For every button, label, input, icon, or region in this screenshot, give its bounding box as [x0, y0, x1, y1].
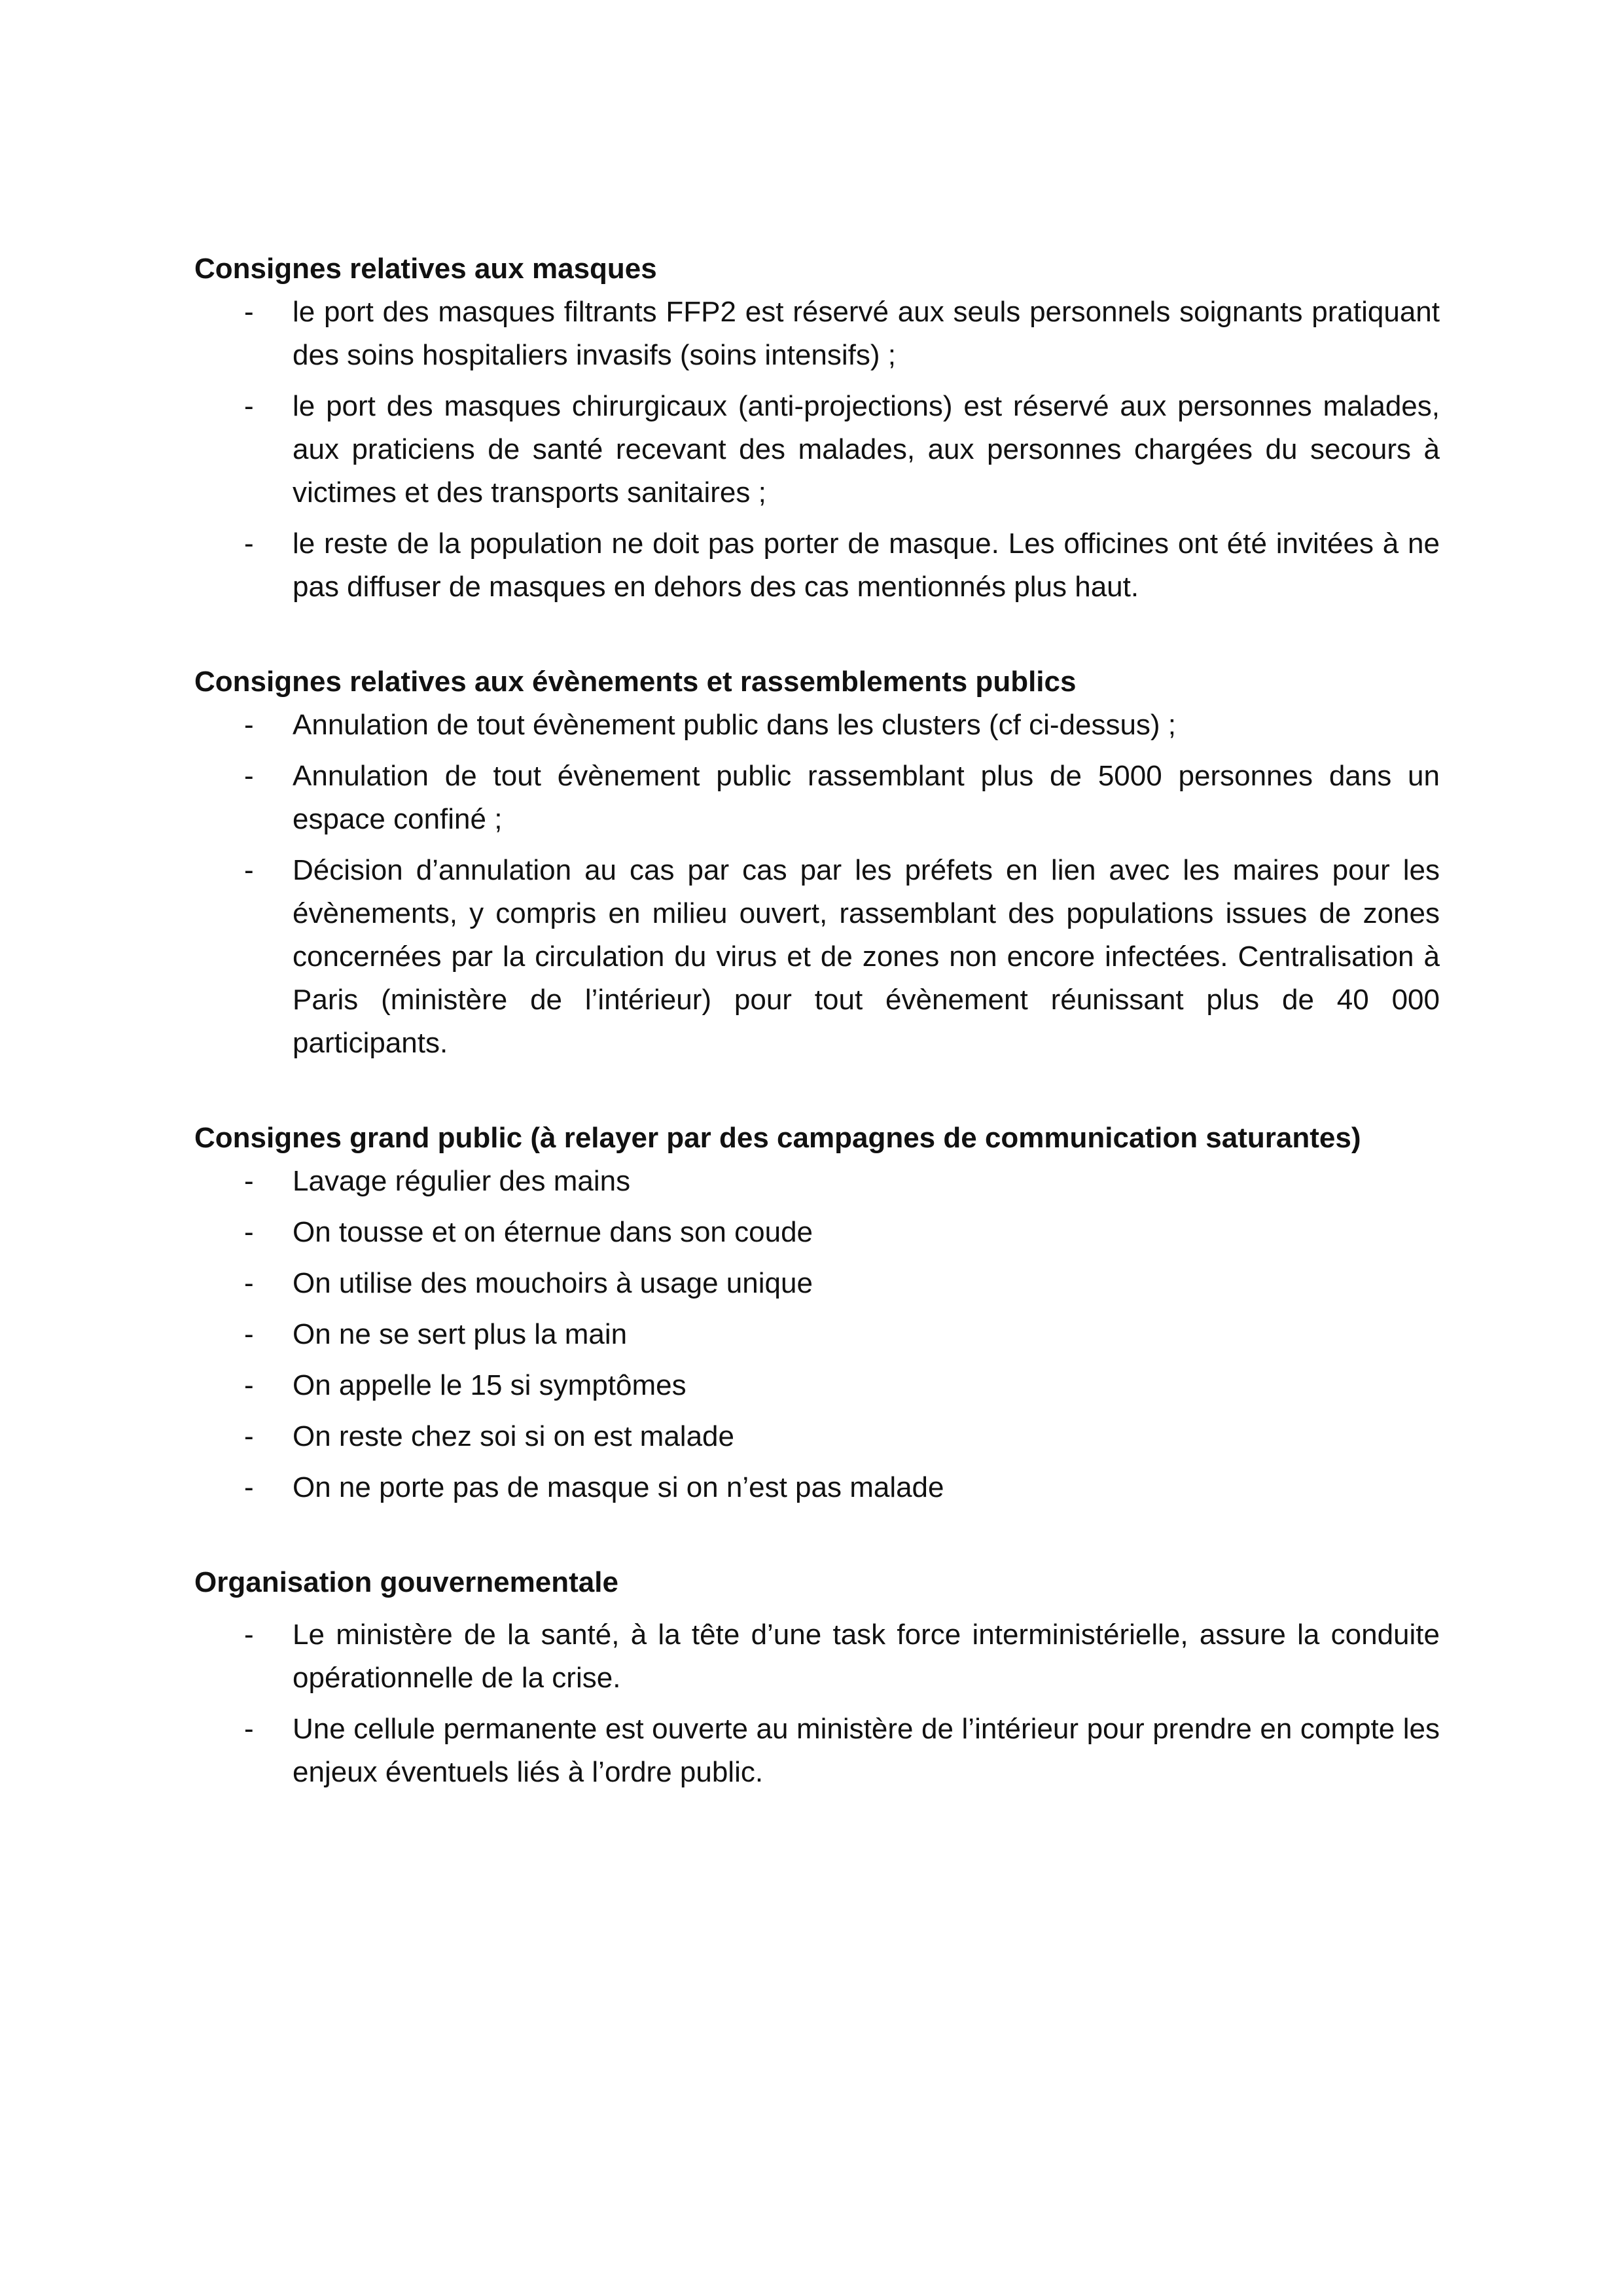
bullet-dash: -	[244, 1165, 254, 1197]
list-item-text: On tousse et on éternue dans son coude	[293, 1216, 813, 1248]
list-item	[194, 522, 1440, 609]
list-item	[194, 1364, 1440, 1407]
list-item-text: Le ministère de la santé, à la tête d’une task force interministérielle, assure la conduite opérationnelle de la crise.	[293, 1619, 1440, 1694]
bullet-dash: -	[244, 528, 254, 560]
bullet-dash: -	[244, 1369, 254, 1401]
list-item	[194, 291, 1440, 377]
section-evenements	[194, 660, 1440, 1065]
list-item-text: Lavage régulier des mains	[293, 1165, 631, 1197]
bullet-dash: -	[244, 1420, 254, 1452]
list-item-text: Annulation de tout évènement public rassemblant plus de 5000 personnes dans un espace confiné ;	[293, 760, 1440, 835]
list-item-text: On ne se sert plus la main	[293, 1318, 628, 1350]
list-item	[194, 1415, 1440, 1458]
section-organisation	[194, 1561, 1440, 1794]
bullet-list	[194, 1160, 1440, 1509]
list-item	[194, 1708, 1440, 1794]
list-item-text: le port des masques filtrants FFP2 est réservé aux seuls personnels soignants pratiquant des soins hospitaliers invasifs (soins intensifs) ;	[293, 296, 1440, 371]
section-heading: Organisation gouvernementale	[194, 1566, 618, 1598]
bullet-dash: -	[244, 709, 254, 741]
list-item-text: le port des masques chirurgicaux (anti-projections) est réservé aux personnes malades, aux praticiens de santé recevant des malades, aux personnes chargées du secours à victimes et des transports sanitaires ;	[293, 390, 1440, 509]
bullet-dash: -	[244, 296, 254, 328]
bullet-dash: -	[244, 1318, 254, 1350]
list-item-text: On appelle le 15 si symptômes	[293, 1369, 687, 1401]
bullet-dash: -	[244, 854, 254, 886]
bullet-dash: -	[244, 1619, 254, 1651]
list-item	[194, 755, 1440, 841]
list-item	[194, 1466, 1440, 1509]
section-masques	[194, 247, 1440, 609]
section-heading: Consignes relatives aux évènements et rassemblements publics	[194, 666, 1077, 698]
bullet-dash: -	[244, 1471, 254, 1503]
list-item	[194, 849, 1440, 1065]
list-item-text: On utilise des mouchoirs à usage unique	[293, 1267, 813, 1299]
section-grand-public	[194, 1117, 1440, 1509]
bullet-dash: -	[244, 1216, 254, 1248]
list-item	[194, 1211, 1440, 1254]
list-item-text: Une cellule permanente est ouverte au ministère de l’intérieur pour prendre en compte les enjeux éventuels liés à l’ordre public.	[293, 1713, 1440, 1788]
bullet-list	[194, 704, 1440, 1065]
list-item-text: Décision d’annulation au cas par cas par les préfets en lien avec les maires pour les évènements, y compris en milieu ouvert, rassemblant des populations issues de zones concernées par la circulation du virus et de zones non encore infectées. Centralisation à Paris (ministère de l’intérieur) pour tout évènement réunissant plus de 40 000 participants.	[293, 854, 1440, 1059]
list-item	[194, 1262, 1440, 1305]
bullet-list	[194, 1613, 1440, 1794]
bullet-dash: -	[244, 1267, 254, 1299]
list-item	[194, 704, 1440, 747]
bullet-dash: -	[244, 1713, 254, 1745]
list-item	[194, 1313, 1440, 1356]
bullet-list	[194, 291, 1440, 609]
bullet-dash: -	[244, 760, 254, 792]
list-item-text: On reste chez soi si on est malade	[293, 1420, 734, 1452]
list-item	[194, 1613, 1440, 1700]
list-item	[194, 385, 1440, 514]
list-item-text: Annulation de tout évènement public dans les clusters (cf ci-dessus) ;	[293, 709, 1177, 741]
section-heading: Consignes relatives aux masques	[194, 253, 657, 285]
bullet-dash: -	[244, 390, 254, 422]
list-item-text: On ne porte pas de masque si on n’est pas malade	[293, 1471, 944, 1503]
document-page	[194, 247, 1440, 1846]
section-heading: Consignes grand public (à relayer par des campagnes de communication saturantes)	[194, 1122, 1361, 1154]
list-item-text: le reste de la population ne doit pas porter de masque. Les officines ont été invitées à ne pas diffuser de masques en dehors des cas mentionnés plus haut.	[293, 528, 1440, 603]
list-item	[194, 1160, 1440, 1203]
